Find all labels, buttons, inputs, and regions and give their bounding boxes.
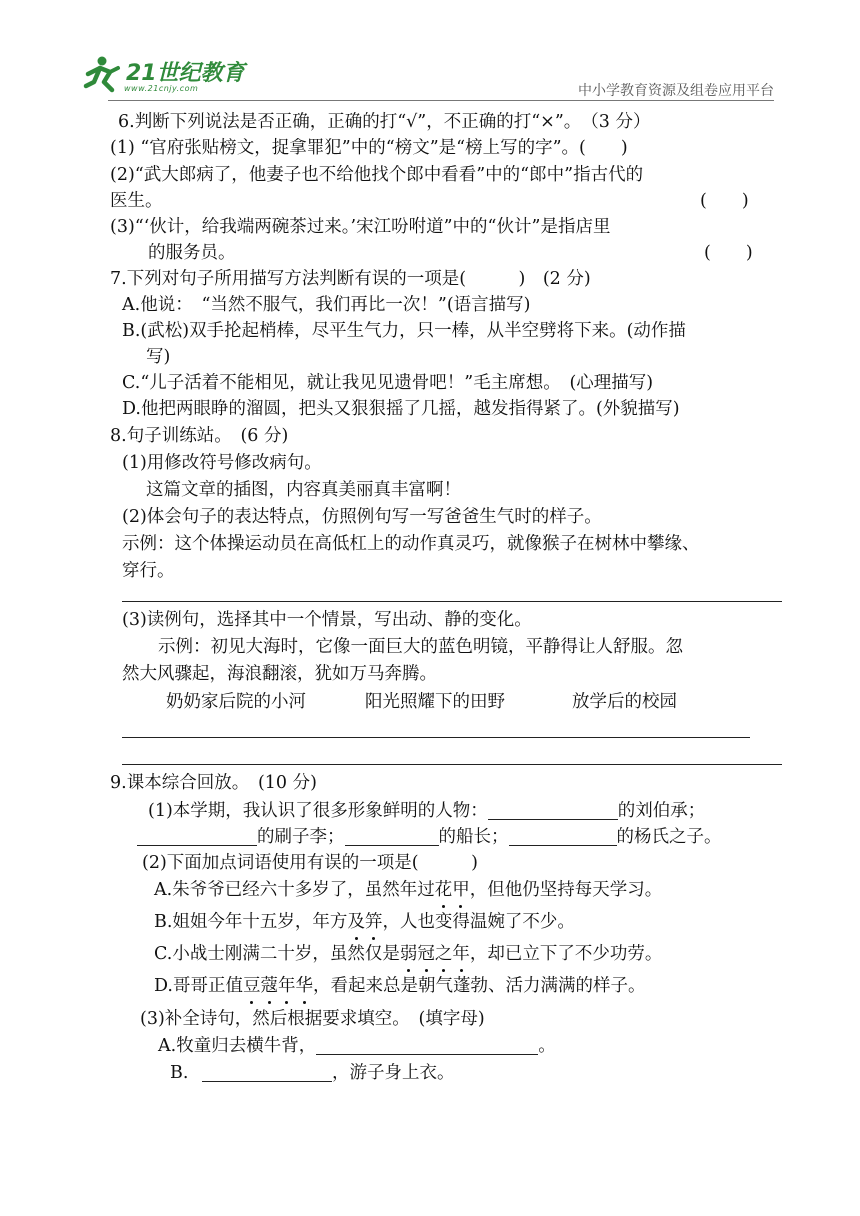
- dotted-char: 甲: [452, 880, 470, 900]
- option-text: C.小战士刚满二十岁，虽然仅是: [154, 944, 400, 964]
- scene-option: 奶奶家后院的小河: [166, 692, 306, 712]
- fill-blank[interactable]: [488, 801, 618, 820]
- option-text: A.朱爷爷已经六十多岁了，虽然年过: [154, 880, 435, 900]
- q7-option-d: D.他把两眼睁的溜圆，把头又狠狠摇了几摇，越发指得紧了。(外貌描写): [122, 399, 680, 419]
- q7-option-a: A.他说： “当然不服气，我们再比一次！”(语言描写): [122, 295, 531, 315]
- q6-item-3-paren: ( ): [704, 243, 753, 263]
- q9-sub-3: (3)补全诗句，然后根据要求填空。 (填字母): [140, 1009, 485, 1029]
- dotted-char: 之: [434, 944, 453, 964]
- q8-title: 8.句子训练站。 (6 分): [110, 426, 289, 446]
- dotted-char: 冠: [417, 944, 435, 964]
- dotted-char: 年: [452, 944, 470, 964]
- option-text: ，但他仍坚持每天学习。: [469, 880, 663, 900]
- poem-text: B.: [170, 1063, 189, 1083]
- poem-text: A.牧童归去横牛背，: [158, 1036, 317, 1056]
- q9-sub-1-label: 的刘伯承；: [617, 801, 706, 821]
- dotted-char: 年: [277, 976, 296, 996]
- q8-answer-line-2[interactable]: [122, 737, 750, 738]
- q6-item-2-line1: (2)“武大郎病了，他妻子也不给他找个郎中看看”中的“郎中”指古代的: [110, 165, 644, 185]
- q8-sub-2-example-line1: 示例：这个体操运动员在高低杠上的动作真灵巧，就像猴子在树林中攀缘、: [122, 534, 700, 554]
- dotted-char: 及: [347, 912, 365, 932]
- option-text: D.哥哥正值: [154, 976, 243, 996]
- fill-blank[interactable]: [345, 827, 439, 846]
- logo-url: www.21cnjy.com: [124, 84, 199, 93]
- q9-option-a: [154, 878, 662, 902]
- q7-title: 7.下列对句子所用描写方法判断有误的一项是( ) (2 分): [110, 269, 591, 289]
- option-text: ，却已立下了不少功劳。: [469, 944, 663, 964]
- q9-sub-1-label: 的船长；: [438, 827, 509, 847]
- q9-option-c: [154, 942, 662, 966]
- option-text: ，看起来总是朝气蓬勃、活力满满的样子。: [312, 976, 646, 996]
- scene-option: 阳光照耀下的田野: [365, 692, 505, 712]
- fill-blank[interactable]: [202, 1063, 332, 1082]
- q6-item-1: (1) “官府张贴榜文，捉拿罪犯”中的“榜文”是“榜上写的字”。( ): [110, 138, 628, 158]
- q8-sub-2-example-line2: 穿行。: [122, 561, 175, 581]
- poem-line-a: [158, 1034, 556, 1058]
- q9-option-d: [154, 974, 645, 998]
- dotted-char: 华: [295, 976, 313, 996]
- dotted-char: 笄: [364, 912, 383, 932]
- q8-sub-1-sentence: 这篇文章的插图，内容真美丽真丰富啊！: [146, 480, 461, 500]
- logo-text: 21世纪教育: [126, 61, 245, 86]
- fill-blank[interactable]: [137, 827, 257, 846]
- poem-line-b: [170, 1061, 455, 1085]
- q9-sub-1-line2: [137, 825, 722, 849]
- q9-sub-1-line1: [148, 799, 705, 823]
- q6-item-3-line2: 的服务员。: [148, 243, 236, 263]
- runner-icon: [86, 57, 118, 91]
- q7-option-c: C.“儿子活着不能相见，就让我见见遗骨吧！”毛主席想。 (心理描写): [122, 373, 654, 393]
- q7-option-b-line2: 写): [146, 347, 171, 367]
- q6-item-2-paren: ( ): [700, 191, 749, 211]
- q9-option-b: [154, 910, 575, 934]
- q6-title: 6.判断下列说法是否正确，正确的打“√”，不正确的打“×”。 （3 分）: [118, 112, 651, 132]
- poem-text: ，游子身上衣。: [332, 1063, 455, 1083]
- q8-answer-line-3[interactable]: [122, 764, 782, 765]
- q8-sub-2: (2)体会句子的表达特点，仿照例句写一写爸爸生气时的样子。: [122, 507, 602, 527]
- q8-sub-1: (1)用修改符号修改病句。: [122, 453, 322, 473]
- q6-item-3-line1: (3)“‘伙计，给我端两碗茶过来。’宋江吩咐道”中的“伙计”是指店里: [110, 217, 611, 237]
- q9-sub-2: (2)下面加点词语使用有误的一项是( ): [142, 853, 478, 873]
- option-text: B.姐姐今年十五岁，年方: [154, 912, 348, 932]
- fill-blank[interactable]: [509, 827, 617, 846]
- fill-blank[interactable]: [316, 1036, 538, 1055]
- q6-item-2-line2: 医生。: [110, 191, 163, 211]
- q8-sub-3-example-line2: 然大风骤起，海浪翻滚，犹如万马奔腾。: [122, 664, 437, 684]
- dotted-char: 弱: [399, 944, 418, 964]
- poem-text: 。: [538, 1036, 556, 1056]
- q8-sub-3: (3)读例句，选择其中一个情景，写出动、静的变化。: [122, 610, 532, 630]
- q9-sub-1-label: 的杨氏之子。: [616, 827, 722, 847]
- q8-sub-3-example-line1: 示例：初见大海时，它像一面巨大的蓝色明镜，平静得让人舒服。忽: [158, 637, 683, 657]
- dotted-char: 花: [434, 880, 453, 900]
- option-text: ，人也变得温婉了不少。: [382, 912, 575, 932]
- q9-sub-1-intro: (1)本学期，我认识了很多形象鲜明的人物：: [148, 801, 488, 821]
- q9-title: 9.课本综合回放。 (10 分): [110, 773, 317, 793]
- platform-name: 中小学教育资源及组卷应用平台: [578, 83, 774, 99]
- q7-option-b-line1: B.(武松)双手抡起梢棒，尽平生气力，只一棒，从半空劈将下来。(动作描: [122, 321, 686, 341]
- q8-answer-line-1[interactable]: [122, 601, 782, 602]
- scene-option: 放学后的校园: [572, 692, 677, 712]
- header-divider: [108, 100, 774, 101]
- q9-sub-1-label: 的刷子李；: [257, 827, 345, 847]
- dotted-char: 蔻: [260, 976, 278, 996]
- dotted-char: 豆: [242, 976, 261, 996]
